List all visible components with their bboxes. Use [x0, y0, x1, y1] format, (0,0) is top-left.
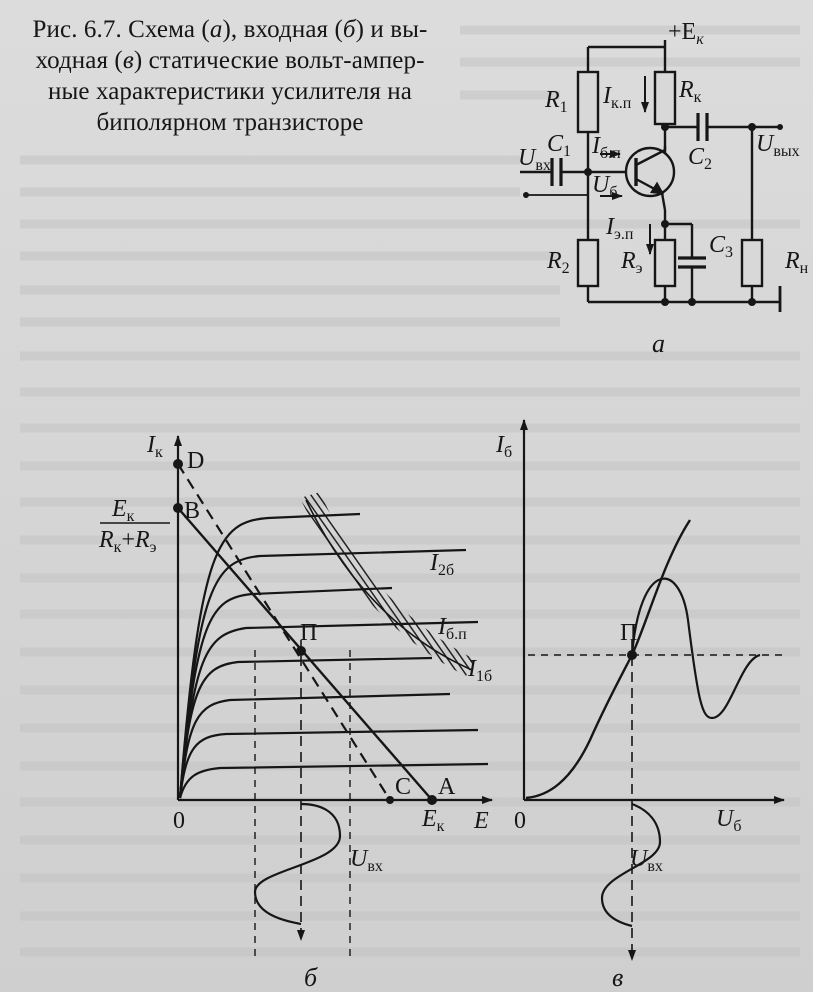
resistor-rk: [655, 72, 675, 124]
uin-label: $U_{вх}$: [518, 145, 551, 174]
point-d-label: D: [187, 448, 205, 474]
fraction-denominator: $R_к+R_э$: [99, 527, 157, 556]
output-origin-label: 0: [173, 808, 185, 834]
input-x-axis-label: $U_б$: [716, 806, 742, 835]
output-uin-wave: [255, 804, 340, 924]
point-b-label: B: [184, 498, 201, 524]
caption-line-1: Рис. 6.7. Схема (а), входная (б) и вы-: [32, 16, 428, 43]
circuit-sublabel: а: [652, 329, 665, 358]
max-power-hatch: [300, 492, 476, 676]
fraction-numerator: $E_к$: [112, 496, 135, 525]
resistor-re: [655, 240, 675, 286]
input-chart-sublabel: в: [612, 963, 624, 992]
input-point-p-label: П: [620, 620, 638, 646]
resistor-rn: [742, 240, 762, 286]
ibp-label: $I_{б.п}$: [592, 133, 621, 162]
caption-line-4: биполярном транзисторе: [96, 109, 364, 136]
ibp-curve-label: $I_{б.п}$: [438, 614, 467, 643]
ub-label: $U_б$: [592, 172, 618, 201]
output-y-axis-label: $I_к$: [147, 432, 163, 461]
i2b-label: $I_{2б}$: [430, 550, 455, 579]
point-p-label: П: [300, 620, 318, 646]
caption-line-2: ходная (в) статические вольт-ампер-: [35, 47, 425, 74]
input-uin-label: $U_{вх}$: [630, 846, 663, 875]
ikp-label: $I_{к.п}$: [603, 83, 632, 112]
output-characteristics-chart: [100, 436, 492, 960]
caption-line-3: ные характеристики усилителя на: [48, 78, 412, 105]
input-y-axis-label: $I_б$: [496, 432, 513, 461]
input-ib-wave: [632, 579, 760, 718]
resistor-r1: [578, 72, 598, 132]
point-c-label: C: [395, 774, 412, 800]
input-origin-label: 0: [514, 808, 526, 834]
i1b-label: $I_{1б}$: [468, 656, 493, 685]
point-a-label: A: [438, 774, 456, 800]
output-chart-sublabel: б: [304, 963, 318, 992]
c2-label: $C_2$: [688, 144, 713, 173]
output-x-axis-label: E: [474, 808, 489, 834]
uout-label: $U_{вых}$: [756, 131, 800, 160]
r1-label: $R_1$: [545, 87, 568, 116]
ek-label: $E_к$: [422, 806, 445, 835]
r2-label: $R_2$: [547, 248, 570, 277]
output-uin-label: $U_{вх}$: [350, 846, 383, 875]
bipolar-transistor: [626, 148, 674, 196]
resistor-r2: [578, 240, 598, 286]
supply-label: $+E_к$: [668, 19, 704, 48]
iep-label: $I_{э.п}$: [606, 214, 634, 243]
c1-label: $C_1$: [547, 131, 572, 160]
c3-label: $C_3$: [709, 232, 734, 261]
rk-label: $R_к$: [679, 77, 702, 106]
input-characteristic-chart: [524, 420, 785, 960]
re-label: $R_э$: [621, 248, 643, 277]
input-curve: [526, 520, 690, 798]
rn-label: $R_н$: [785, 248, 809, 277]
